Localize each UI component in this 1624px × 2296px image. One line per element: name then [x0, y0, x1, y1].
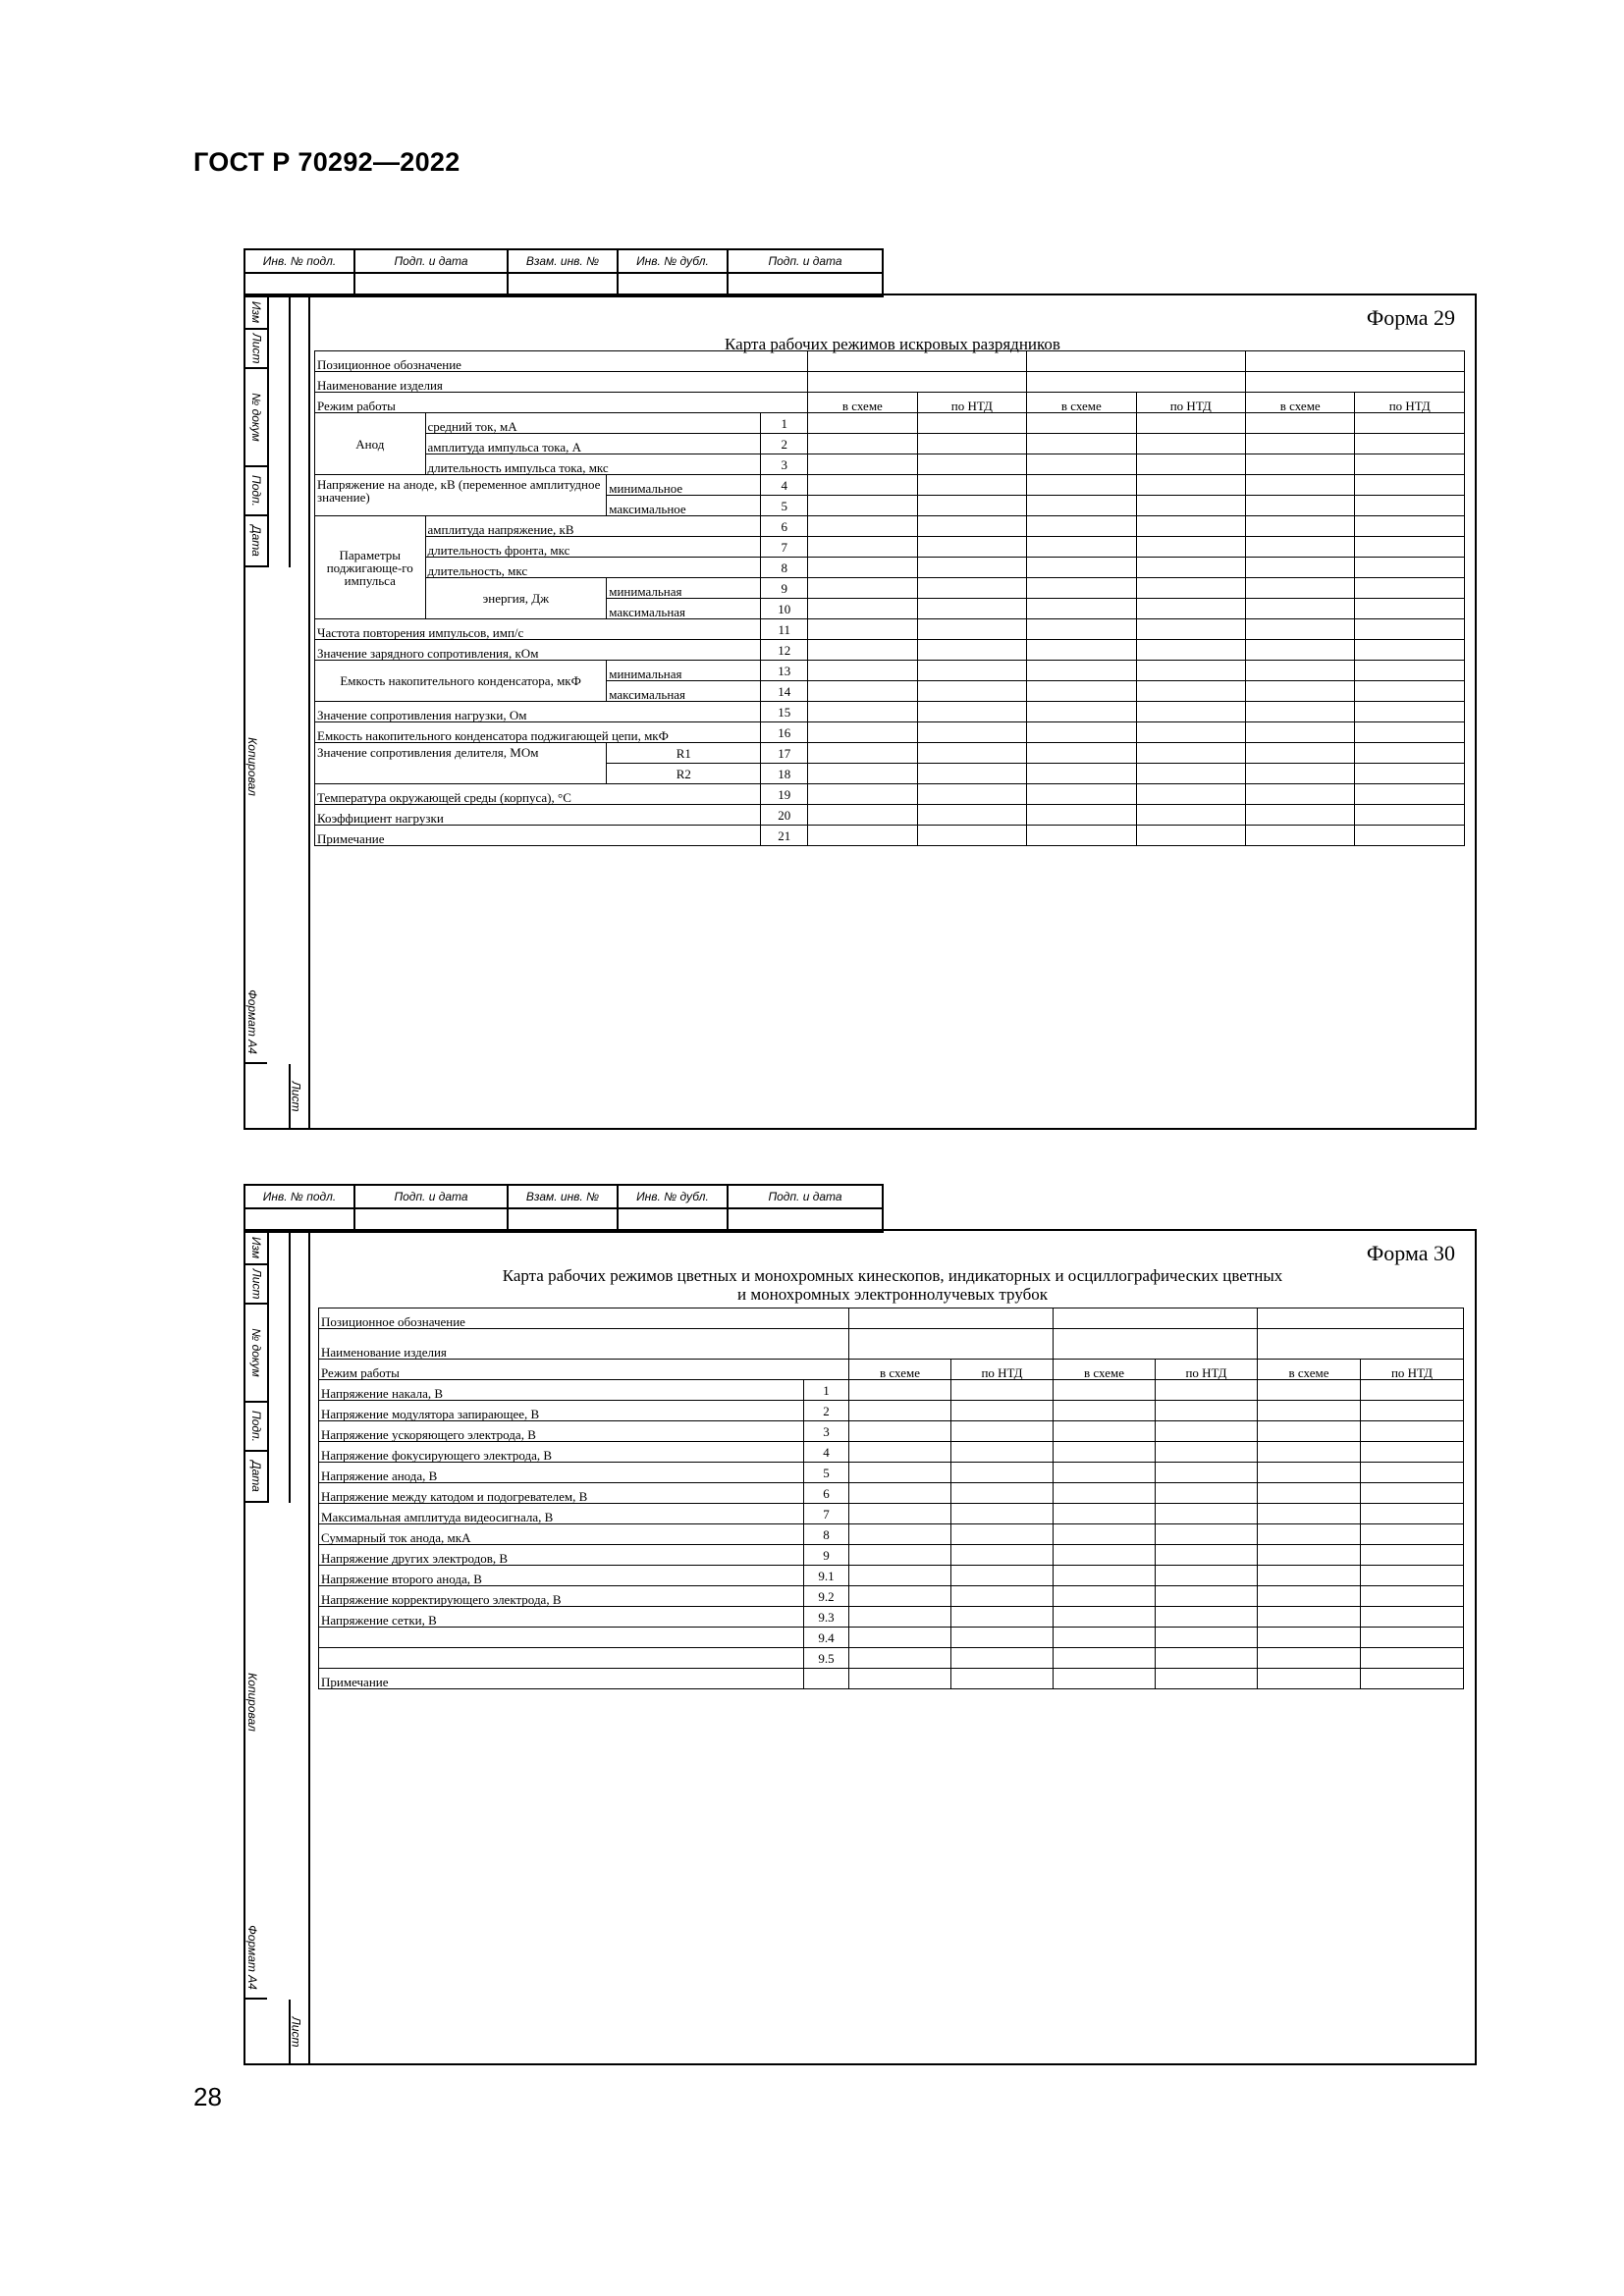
- form-title: и монохромных электроннолучевых трубок: [736, 1285, 1049, 1304]
- value-cell: [849, 1607, 951, 1628]
- table-row: [319, 1463, 1464, 1483]
- value-cell: [1258, 1421, 1361, 1442]
- value-cell: [849, 1463, 951, 1483]
- side-label: Подп.: [249, 475, 264, 507]
- form-29-block: [244, 248, 1481, 1130]
- row-number: 5: [804, 1463, 849, 1483]
- row-number: 9.5: [804, 1648, 849, 1669]
- param-label: Примечание: [315, 826, 761, 846]
- param-label: Температура окружающей среды (корпуса), °С: [315, 784, 761, 805]
- value-cell: [1361, 1380, 1464, 1401]
- value-cell: [1258, 1401, 1361, 1421]
- format-label: Формат А4: [245, 989, 260, 1054]
- stamp-label: Инв. № дубл.: [618, 1185, 728, 1208]
- row-number: 9.2: [804, 1586, 849, 1607]
- stamp-label: Подп. и дата: [354, 249, 508, 273]
- value-cell: [849, 1648, 951, 1669]
- form-30-table: [318, 1308, 1464, 1689]
- param-label: Напряжение ускоряющего электрода, В: [319, 1421, 804, 1442]
- value-cell: [1054, 1421, 1156, 1442]
- value-cell: [951, 1607, 1054, 1628]
- col-by-ntd: по НТД: [1156, 1360, 1258, 1380]
- value-cell: [1361, 1545, 1464, 1566]
- row-number: 8: [761, 558, 808, 578]
- param-label: Напряжение накала, В: [319, 1380, 804, 1401]
- row-number: 14: [761, 681, 808, 702]
- param-label: энергия, Дж: [425, 578, 607, 619]
- stamp-label: Подп. и дата: [728, 249, 883, 273]
- product-cell: [849, 1329, 1054, 1360]
- position-cell: [1258, 1308, 1464, 1329]
- value-cell: [1258, 1607, 1361, 1628]
- value-cell: [1054, 1648, 1156, 1669]
- value-cell: [1156, 1421, 1258, 1442]
- row-number: 3: [761, 454, 808, 475]
- param-label: длительность импульса тока, мкс: [425, 454, 761, 475]
- value-cell: [1156, 1504, 1258, 1524]
- value-cell: [1361, 1607, 1464, 1628]
- row-number: 7: [804, 1504, 849, 1524]
- value-cell: [951, 1421, 1054, 1442]
- param-label: Напряжение второго анода, В: [319, 1566, 804, 1586]
- value-cell: [951, 1483, 1054, 1504]
- col-in-scheme: в схеме: [1054, 1360, 1156, 1380]
- value-cell: [951, 1463, 1054, 1483]
- form-frame: [244, 1229, 1477, 2065]
- row-number: 1: [804, 1380, 849, 1401]
- value-cell: [849, 1628, 951, 1648]
- value-cell: [1258, 1648, 1361, 1669]
- position-cell: [808, 351, 1027, 372]
- col-by-ntd: по НТД: [1355, 393, 1465, 413]
- product-cell: [1246, 372, 1465, 393]
- table-row: [319, 1545, 1464, 1566]
- value-cell: [1361, 1463, 1464, 1483]
- param-label: Значение зарядного сопротивления, кОм: [315, 640, 761, 661]
- param-label: амплитуда напряжение, кВ: [425, 516, 761, 537]
- stamp-label: Инв. № подл.: [244, 1185, 354, 1208]
- value-cell: [1361, 1648, 1464, 1669]
- value-cell: [951, 1669, 1054, 1689]
- row-number: 10: [761, 599, 808, 619]
- col-by-ntd: по НТД: [1361, 1360, 1464, 1380]
- table-row: [319, 1483, 1464, 1504]
- value-cell: [849, 1524, 951, 1545]
- value-cell: [1258, 1628, 1361, 1648]
- value-cell: [849, 1442, 951, 1463]
- param-label: Коэффициент нагрузки: [315, 805, 761, 826]
- form-label: Форма 30: [1366, 1241, 1455, 1265]
- sheet-label: Лист: [289, 1081, 302, 1111]
- param-sublabel: R1: [607, 743, 761, 764]
- value-cell: [849, 1401, 951, 1421]
- value-cell: [1054, 1380, 1156, 1401]
- stamp-label: Подп. и дата: [728, 1185, 883, 1208]
- sheet-label: Лист: [289, 2016, 302, 2047]
- value-cell: [1156, 1401, 1258, 1421]
- value-cell: [1361, 1669, 1464, 1689]
- value-cell: [1156, 1628, 1258, 1648]
- value-cell: [951, 1648, 1054, 1669]
- mode-label: Режим работы: [315, 393, 808, 413]
- value-cell: [951, 1524, 1054, 1545]
- param-label: Значение сопротивления нагрузки, Ом: [315, 702, 761, 722]
- param-sublabel: максимальная: [607, 681, 761, 702]
- side-strip: [245, 295, 310, 1128]
- value-cell: [1054, 1628, 1156, 1648]
- param-label: длительность фронта, мкс: [425, 537, 761, 558]
- row-number: 12: [761, 640, 808, 661]
- table-row: [319, 1648, 1464, 1669]
- param-label: Частота повторения импульсов, имп/с: [315, 619, 761, 640]
- table-row: [319, 1380, 1464, 1401]
- row-number: 2: [804, 1401, 849, 1421]
- param-sublabel: R2: [607, 764, 761, 784]
- value-cell: [849, 1483, 951, 1504]
- row-number: 6: [761, 516, 808, 537]
- param-label: длительность, мкс: [425, 558, 761, 578]
- side-label: № докум: [249, 393, 263, 442]
- side-label: Изм: [249, 300, 264, 323]
- value-cell: [951, 1628, 1054, 1648]
- value-cell: [1258, 1504, 1361, 1524]
- value-cell: [849, 1380, 951, 1401]
- param-label: Примечание: [319, 1669, 804, 1689]
- table-row: [319, 1401, 1464, 1421]
- param-label: средний ток, мА: [425, 413, 761, 434]
- value-cell: [1258, 1545, 1361, 1566]
- mode-label: Режим работы: [319, 1360, 849, 1380]
- row-number: 7: [761, 537, 808, 558]
- value-cell: [951, 1566, 1054, 1586]
- value-cell: [951, 1401, 1054, 1421]
- value-cell: [1361, 1504, 1464, 1524]
- value-cell: [951, 1504, 1054, 1524]
- row-number: 17: [761, 743, 808, 764]
- value-cell: [1361, 1421, 1464, 1442]
- position-label: Позиционное обозначение: [315, 351, 808, 372]
- position-label: Позиционное обозначение: [319, 1308, 849, 1329]
- value-cell: [1054, 1545, 1156, 1566]
- value-cell: [1156, 1669, 1258, 1689]
- position-cell: [849, 1308, 1054, 1329]
- row-number: 5: [761, 496, 808, 516]
- value-cell: [1054, 1401, 1156, 1421]
- col-in-scheme: в схеме: [808, 393, 917, 413]
- param-label: Напряжение корректирующего электрода, В: [319, 1586, 804, 1607]
- row-number: 16: [761, 722, 808, 743]
- param-label: амплитуда импульса тока, А: [425, 434, 761, 454]
- param-label: Параметры поджигающе-го импульса: [315, 516, 426, 619]
- value-cell: [1156, 1442, 1258, 1463]
- form-frame: [244, 294, 1477, 1130]
- value-cell: [1156, 1380, 1258, 1401]
- product-cell: [1258, 1329, 1464, 1360]
- value-cell: [1361, 1483, 1464, 1504]
- param-label: Напряжение сетки, В: [319, 1607, 804, 1628]
- format-label: Формат А4: [245, 1925, 260, 1990]
- row-number: 8: [804, 1524, 849, 1545]
- value-cell: [1156, 1545, 1258, 1566]
- param-label: Напряжение фокусирующего электрода, В: [319, 1442, 804, 1463]
- value-cell: [1361, 1401, 1464, 1421]
- value-cell: [1361, 1566, 1464, 1586]
- param-label: Напряжение модулятора запирающее, В: [319, 1401, 804, 1421]
- side-label: № докум: [249, 1328, 263, 1377]
- value-cell: [1156, 1648, 1258, 1669]
- value-cell: [1156, 1566, 1258, 1586]
- stamp-label: Инв. № дубл.: [618, 249, 728, 273]
- form-title: Карта рабочих режимов цветных и монохромных кинескопов, индикаторных и осциллографических цветных: [502, 1266, 1283, 1285]
- form-29-table: [314, 350, 1465, 846]
- col-in-scheme: в схеме: [1246, 393, 1355, 413]
- value-cell: [1258, 1380, 1361, 1401]
- side-label: Лист: [249, 1268, 263, 1300]
- value-cell: [1054, 1669, 1156, 1689]
- table-row: [319, 1421, 1464, 1442]
- value-cell: [951, 1442, 1054, 1463]
- value-cell: [1054, 1504, 1156, 1524]
- value-cell: [1054, 1524, 1156, 1545]
- page-number: 28: [193, 2082, 222, 2111]
- value-cell: [1156, 1607, 1258, 1628]
- value-cell: [1258, 1463, 1361, 1483]
- row-number: 9.4: [804, 1628, 849, 1648]
- stamp-label: Взам. инв. №: [508, 249, 618, 273]
- value-cell: [1361, 1524, 1464, 1545]
- param-label: [319, 1648, 804, 1669]
- row-number: 3: [804, 1421, 849, 1442]
- side-label: Лист: [249, 333, 263, 364]
- value-cell: [951, 1545, 1054, 1566]
- table-row: [319, 1504, 1464, 1524]
- product-cell: [1027, 372, 1246, 393]
- row-number: [804, 1669, 849, 1689]
- col-by-ntd: по НТД: [951, 1360, 1054, 1380]
- table-row: [319, 1628, 1464, 1648]
- row-number: 15: [761, 702, 808, 722]
- form-30-block: [244, 1184, 1481, 2065]
- row-number: 1: [761, 413, 808, 434]
- value-cell: [1156, 1483, 1258, 1504]
- value-cell: [849, 1545, 951, 1566]
- value-cell: [1258, 1524, 1361, 1545]
- side-label: Изм: [249, 1236, 264, 1258]
- param-sublabel: минимальная: [607, 661, 761, 681]
- value-cell: [1054, 1483, 1156, 1504]
- table-row: [319, 1442, 1464, 1463]
- value-cell: [1054, 1442, 1156, 1463]
- row-number: 9: [804, 1545, 849, 1566]
- param-sublabel: максимальное: [607, 496, 761, 516]
- param-label: Емкость накопительного конденсатора, мкФ: [315, 661, 607, 702]
- row-number: 4: [761, 475, 808, 496]
- table-row: [319, 1566, 1464, 1586]
- product-label: Наименование изделия: [315, 372, 808, 393]
- value-cell: [951, 1380, 1054, 1401]
- value-cell: [1258, 1566, 1361, 1586]
- value-cell: [849, 1421, 951, 1442]
- value-cell: [1258, 1483, 1361, 1504]
- copied-label: Копировал: [245, 737, 259, 796]
- row-number: 4: [804, 1442, 849, 1463]
- param-label: [319, 1628, 804, 1648]
- value-cell: [849, 1586, 951, 1607]
- value-cell: [1258, 1586, 1361, 1607]
- col-in-scheme: в схеме: [849, 1360, 951, 1380]
- value-cell: [1156, 1586, 1258, 1607]
- col-in-scheme: в схеме: [1027, 393, 1136, 413]
- row-number: 9.1: [804, 1566, 849, 1586]
- value-cell: [849, 1504, 951, 1524]
- row-number: 9: [761, 578, 808, 599]
- table-row: [319, 1669, 1464, 1689]
- side-label: Подп.: [249, 1411, 264, 1442]
- anode-label: Анод: [315, 413, 426, 475]
- value-cell: [1156, 1463, 1258, 1483]
- param-sublabel: минимальное: [607, 475, 761, 496]
- value-cell: [1361, 1442, 1464, 1463]
- value-cell: [1361, 1586, 1464, 1607]
- value-cell: [1054, 1463, 1156, 1483]
- stamp-label: Инв. № подл.: [244, 249, 354, 273]
- param-label: Значение сопротивления делителя, МОм: [315, 743, 607, 784]
- position-cell: [1054, 1308, 1258, 1329]
- param-label: Суммарный ток анода, мкА: [319, 1524, 804, 1545]
- table-row: [319, 1607, 1464, 1628]
- row-number: 6: [804, 1483, 849, 1504]
- param-label: Напряжение анода, В: [319, 1463, 804, 1483]
- value-cell: [849, 1566, 951, 1586]
- copied-label: Копировал: [245, 1673, 259, 1732]
- stamp-table: [244, 248, 884, 297]
- position-cell: [1246, 351, 1465, 372]
- form-title: Карта рабочих режимов искровых разрядников: [725, 335, 1060, 353]
- param-sublabel: минимальная: [607, 578, 761, 599]
- row-number: 21: [761, 826, 808, 846]
- stamp-label: Подп. и дата: [354, 1185, 508, 1208]
- table-row: [319, 1524, 1464, 1545]
- stamp-table: [244, 1184, 884, 1233]
- row-number: 13: [761, 661, 808, 681]
- value-cell: [1054, 1586, 1156, 1607]
- row-number: 9.3: [804, 1607, 849, 1628]
- side-strip: [245, 1231, 310, 2063]
- position-cell: [1027, 351, 1246, 372]
- value-cell: [1361, 1628, 1464, 1648]
- side-label: Дата: [249, 1461, 264, 1492]
- value-cell: [1054, 1607, 1156, 1628]
- value-cell: [1258, 1669, 1361, 1689]
- stamp-label: Взам. инв. №: [508, 1185, 618, 1208]
- col-by-ntd: по НТД: [917, 393, 1026, 413]
- value-cell: [1054, 1566, 1156, 1586]
- row-number: 11: [761, 619, 808, 640]
- value-cell: [951, 1586, 1054, 1607]
- document-header: ГОСТ Р 70292—2022: [193, 147, 460, 177]
- param-label: Емкость накопительного конденсатора поджигающей цепи, мкФ: [315, 722, 761, 743]
- param-label: Напряжение других электродов, В: [319, 1545, 804, 1566]
- product-cell: [1054, 1329, 1258, 1360]
- param-label: Напряжение на аноде, кВ (переменное амплитудное значение): [315, 475, 607, 516]
- row-number: 2: [761, 434, 808, 454]
- table-row: [319, 1586, 1464, 1607]
- param-label: Максимальная амплитуда видеосигнала, В: [319, 1504, 804, 1524]
- side-label: Дата: [249, 525, 264, 557]
- row-number: 19: [761, 784, 808, 805]
- product-cell: [808, 372, 1027, 393]
- value-cell: [849, 1669, 951, 1689]
- param-sublabel: максимальная: [607, 599, 761, 619]
- row-number: 18: [761, 764, 808, 784]
- product-label: Наименование изделия: [319, 1329, 849, 1360]
- form-label: Форма 29: [1366, 305, 1455, 330]
- col-by-ntd: по НТД: [1136, 393, 1245, 413]
- value-cell: [1156, 1524, 1258, 1545]
- col-in-scheme: в схеме: [1258, 1360, 1361, 1380]
- param-label: Напряжение между катодом и подогревателем, В: [319, 1483, 804, 1504]
- row-number: 20: [761, 805, 808, 826]
- value-cell: [1258, 1442, 1361, 1463]
